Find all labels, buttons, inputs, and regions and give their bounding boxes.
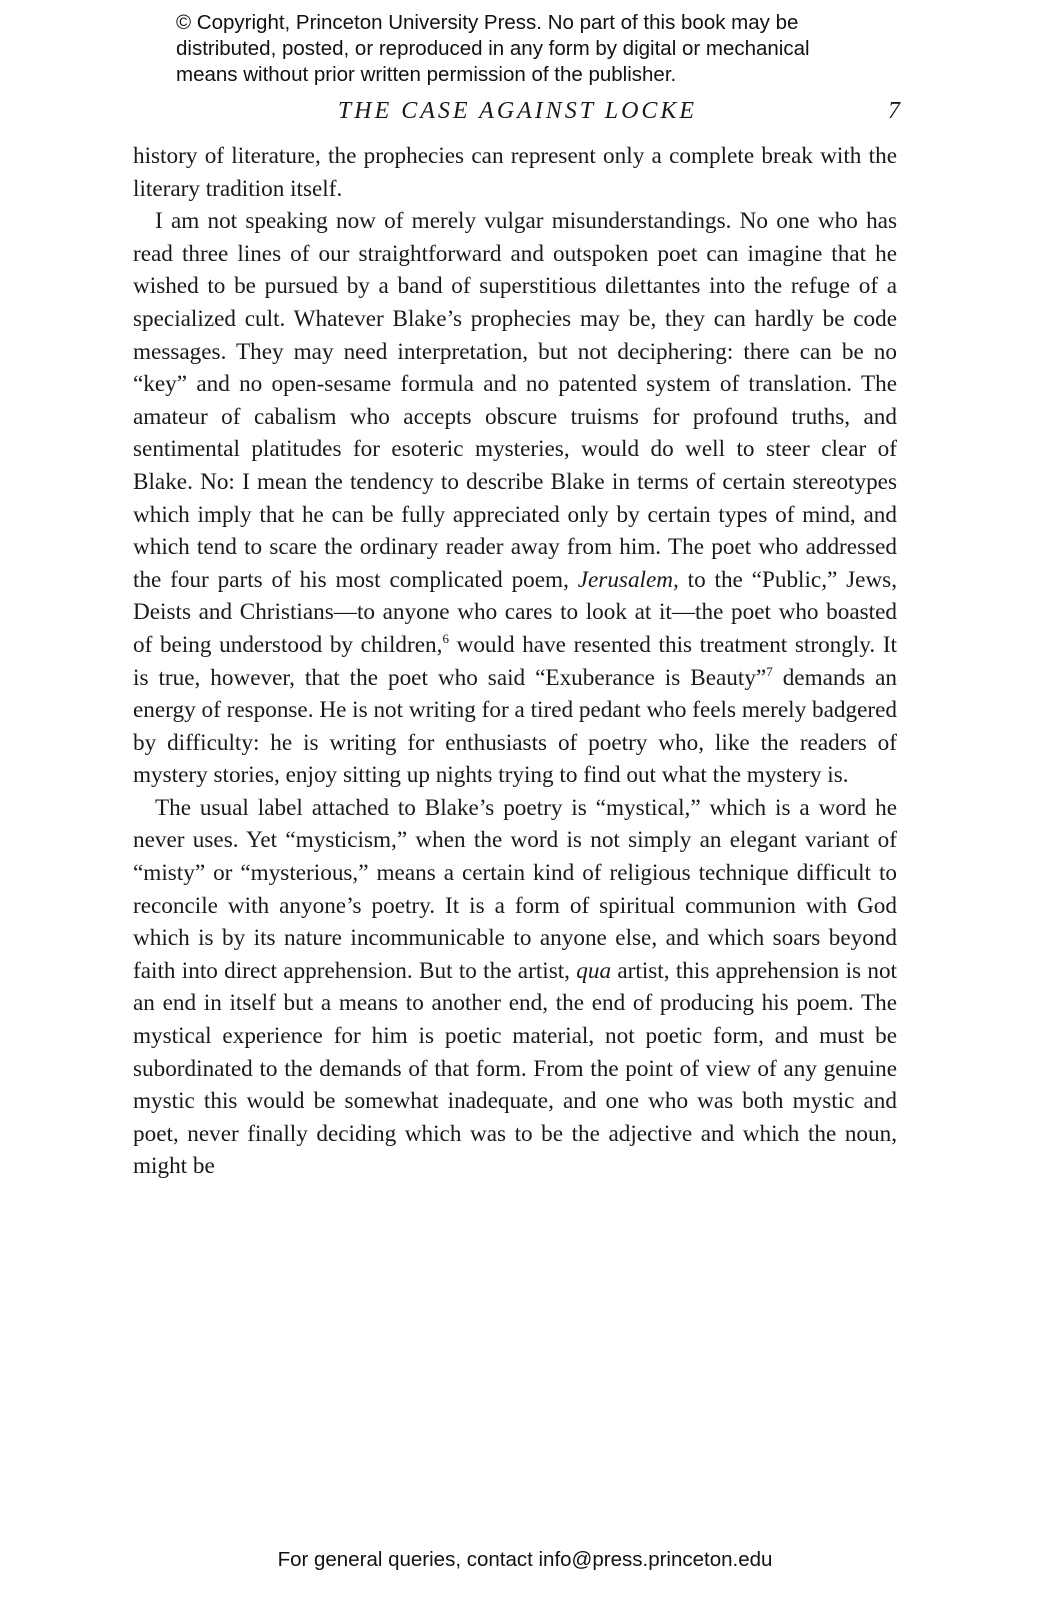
paragraph-continued: history of literature, the prophecies can represent only a complete break with the literary tradition itself. [133, 143, 897, 202]
footer-contact: For general queries, contact info@press.princeton.edu [277, 1548, 773, 1571]
paragraph-text: The usual label attached to Blake’s poetry is “mystical,” which is a word he never uses. Yet “mysticism,” when the word is not simply an elegant variant of “misty” or “mysterious,” means a certain kind of religious technique difficult to reconcile with anyone’s poetry. It is a form of spiritual communion with God which is by its nature incommunicable to anyone else, and which soars beyond faith into direct apprehension. But to the artist, [133, 794, 897, 984]
italic-term: qua [576, 957, 612, 984]
copyright-notice [176, 10, 896, 88]
paragraph [133, 205, 897, 792]
paragraph-text: I am not speaking now of merely vulgar misunderstandings. No one who has read three lines of our straightforward and outspoken poet can imagine that he wished to be pursued by a band of superstitious dilettantes into the refuge of a specialized cult. Whatever Blake’s prophecies may be, they can hardly be code messages. They may need interpretation, but not deciphering: there can be no “key” and no open-sesame formula and no patented system of translation. The amateur of cabalism who accepts obscure truisms for profound truths, and sentimental platitudes for esoteric mysteries, would do well to steer clear of Blake. No: I mean the tendency to describe Blake in terms of certain stereotypes which imply that he can be fully appreciated only by certain types of mind, and which tend to scare the ordinary reader away from him. The poet who addressed the four parts of his most complicated poem, [133, 208, 897, 593]
paragraph-text: would have resented this treatment strongly. It is true, however, that the poet who said “Exuberance is Beauty” [133, 631, 897, 691]
italic-title: Jerusalem, [577, 566, 679, 593]
footnote-marker: 7 [766, 663, 773, 679]
copyright-line: distributed, posted, or reproduced in any form by digital or mechanical [176, 37, 810, 60]
paragraph [133, 792, 897, 1183]
copyright-line: means without prior written permission of the publisher. [176, 63, 677, 86]
paragraph-text: to the “Public,” Jews, Deists and Christians—to anyone who cares to look at it—the poet who boasted of being understood by children, [133, 566, 898, 658]
running-head [135, 94, 900, 128]
page-number: 7 [888, 98, 900, 124]
footnote-marker: 6 [442, 630, 449, 646]
body-text [133, 140, 897, 1183]
copyright-line: © Copyright, Princeton University Press. No part of this book may be [176, 11, 799, 34]
paragraph-text: demands an energy of response. He is not writing for a tired pedant who feels merely badgered by difficulty: he is writing for enthusiasts of poetry who, like the readers of mystery stories, enjoy sitting up nights trying to find out what the mystery is. [133, 664, 897, 789]
paragraph-text: artist, this apprehension is not an end in itself but a means to another end, the end of producing his poem. The mystical experience for him is poetic material, not poetic form, and must be subordinated to the demands of that form. From the point of view of any genuine mystic this would be somewhat inadequate, and one who was both mystic and poet, never finally deciding which was to be the adjective and which the noun, might be [133, 957, 897, 1180]
running-title: THE CASE AGAINST LOCKE [337, 98, 698, 124]
